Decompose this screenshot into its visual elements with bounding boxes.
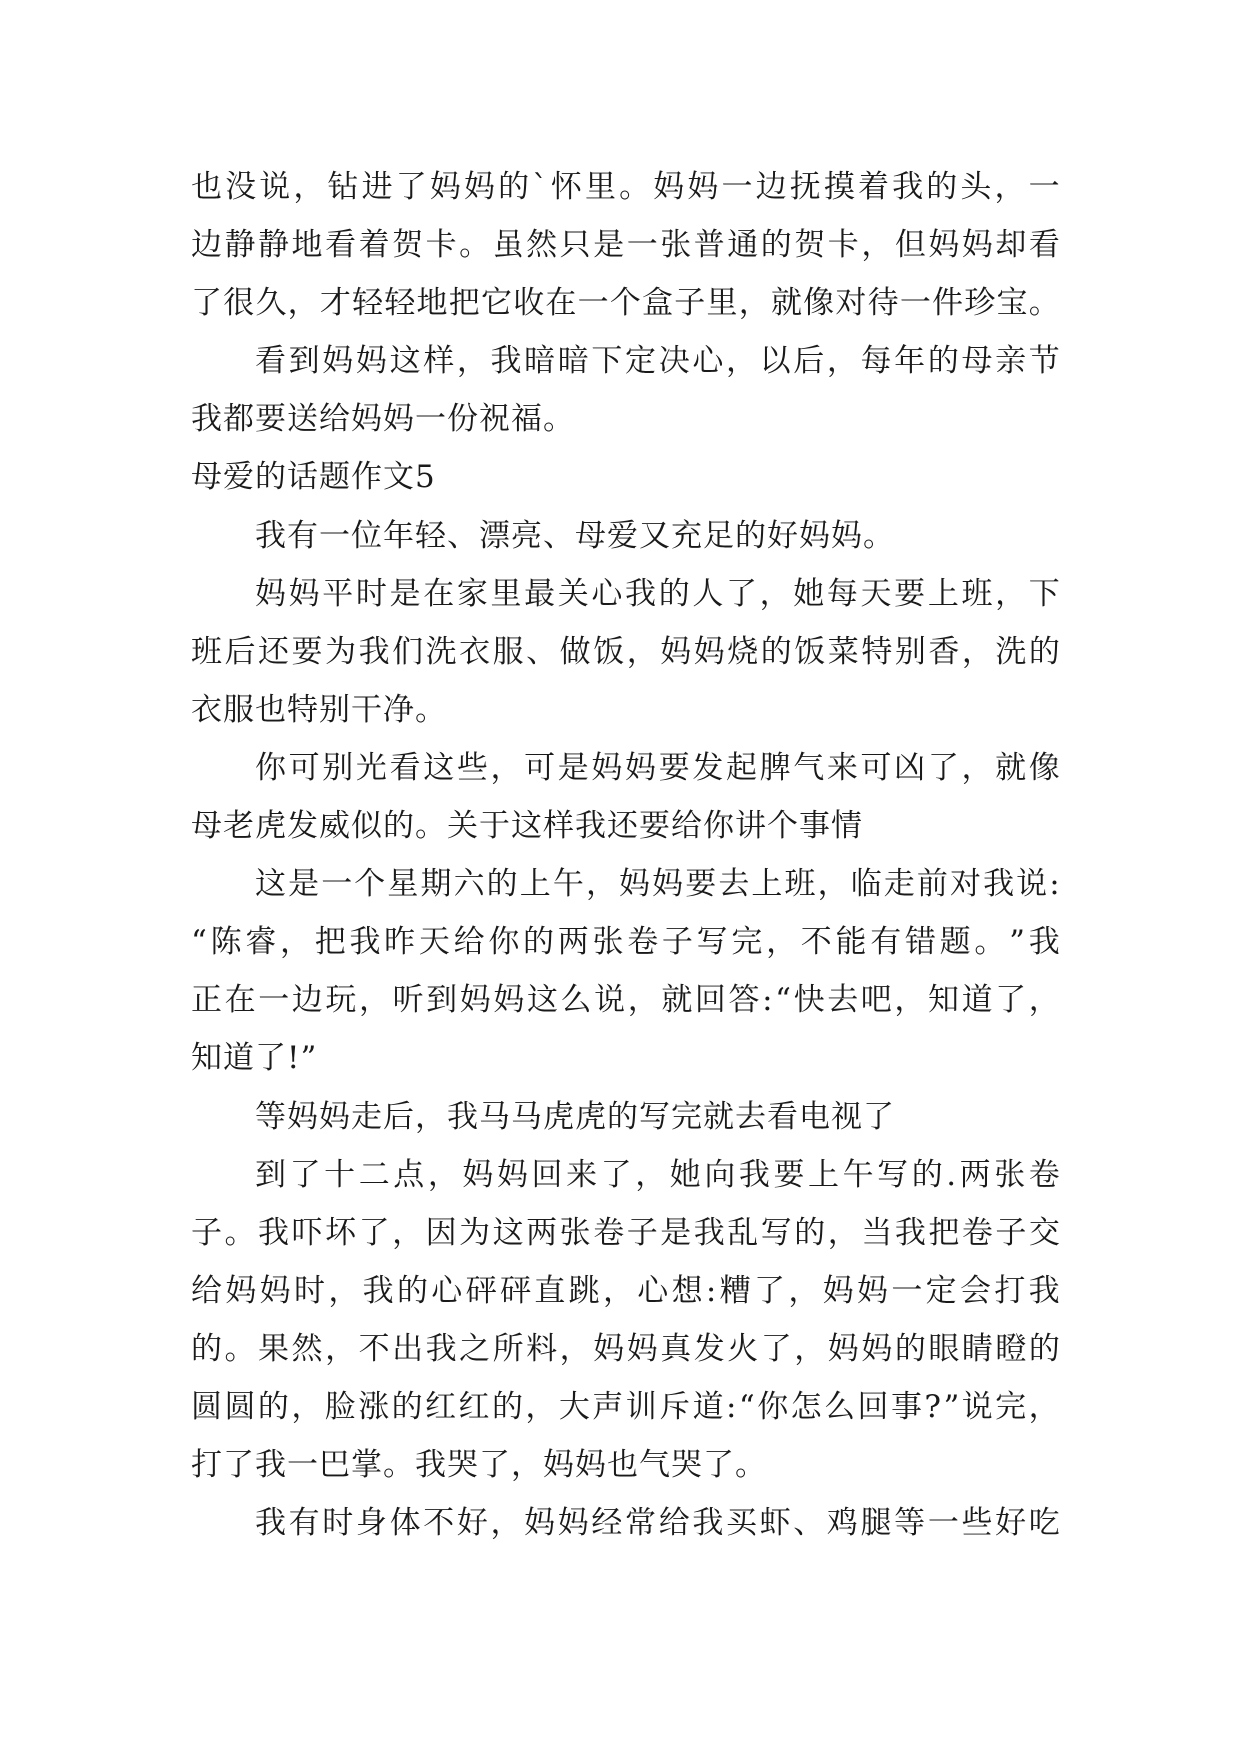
text-line: 我都要送给妈妈一份祝福。: [191, 401, 575, 438]
section-heading: 母爱的话题作文5: [191, 459, 436, 496]
text-line: 子 。 我 吓 坏 了 ， 因 为 这 两 张 卷 子 是 我 乱 写 的 ， 当 我 把 卷 子 交: [191, 1214, 1061, 1251]
text-line: “ 陈 睿 ， 把 我 昨 天 给 你 的 两 张 卷 子 写 完 ， 不 能 有 错 题 。 ” 我: [191, 924, 1061, 961]
text-line: 看 到 妈 妈 这 样 ， 我 暗 暗 下 定 决 心 ， 以 后 ， 每 年 的 母 亲 节: [255, 343, 1061, 380]
text-line: 边 静 静 地 看 着 贺 卡 。 虽 然 只 是 一 张 普 通 的 贺 卡 ， 但 妈 妈 却 看: [191, 227, 1061, 264]
text-line: 我 有 时 身 体 不 好 ， 妈 妈 经 常 给 我 买 虾 、 鸡 腿 等 一 些 好 吃: [255, 1505, 1061, 1542]
document-body: [191, 158, 1061, 1552]
text-line: 给 妈 妈 时 ， 我 的 心 砰 砰 直 跳 ， 心 想 : 糟 了 ， 妈 妈 一 定 会 打 我: [191, 1272, 1061, 1309]
text-line: 我有一位年轻、漂亮、母爱又充足的好妈妈。: [255, 517, 895, 554]
text-line: 的 。 果 然 ， 不 出 我 之 所 料 ， 妈 妈 真 发 火 了 ， 妈 妈 的 眼 睛 瞪 的: [191, 1330, 1061, 1367]
text-line: 打了我一巴掌。我哭了，妈妈也气哭了。: [191, 1447, 767, 1484]
text-line: 正 在 一 边 玩 ， 听 到 妈 妈 这 么 说 ， 就 回 答 : “ 快 去 吧 ， 知 道 了 ，: [191, 982, 1061, 1019]
text-line: 这 是 一 个 星 期 六 的 上 午 ， 妈 妈 要 去 上 班 ， 临 走 前 对 我 说 :: [255, 866, 1061, 903]
text-line: 圆 圆 的 ， 脸 涨 的 红 红 的 ， 大 声 训 斥 道 : “ 你 怎 么 回 事 ? ” 说 完 ，: [191, 1388, 1061, 1425]
text-line: 到 了 十 二 点 ， 妈 妈 回 来 了 ， 她 向 我 要 上 午 写 的 . 两 张 卷: [255, 1156, 1061, 1193]
text-line: 了 很 久 ， 才 轻 轻 地 把 它 收 在 一 个 盒 子 里 ， 就 像 对 待 一 件 珍 宝 。: [191, 285, 1061, 322]
text-line: 知道了!”: [191, 1040, 318, 1077]
text-line: 班 后 还 要 为 我 们 洗 衣 服 、 做 饭 ， 妈 妈 烧 的 饭 菜 特 别 香 ， 洗 的: [191, 633, 1061, 670]
text-line: 你 可 别 光 看 这 些 ， 可 是 妈 妈 要 发 起 脾 气 来 可 凶 了 ， 就 像: [255, 749, 1061, 786]
text-line: 衣服也特别干净。: [191, 691, 447, 728]
text-line: 母老虎发威似的。关于这样我还要给你讲个事情: [191, 808, 863, 845]
text-line: 妈 妈 平 时 是 在 家 里 最 关 心 我 的 人 了 ， 她 每 天 要 上 班 ， 下: [255, 575, 1061, 612]
text-line: 等妈妈走后，我马马虎虎的写完就去看电视了: [255, 1098, 895, 1135]
text-line: 也 没 说 ， 钻 进 了 妈 妈 的 ` 怀 里 。 妈 妈 一 边 抚 摸 着 我 的 头 ， 一: [191, 169, 1061, 205]
